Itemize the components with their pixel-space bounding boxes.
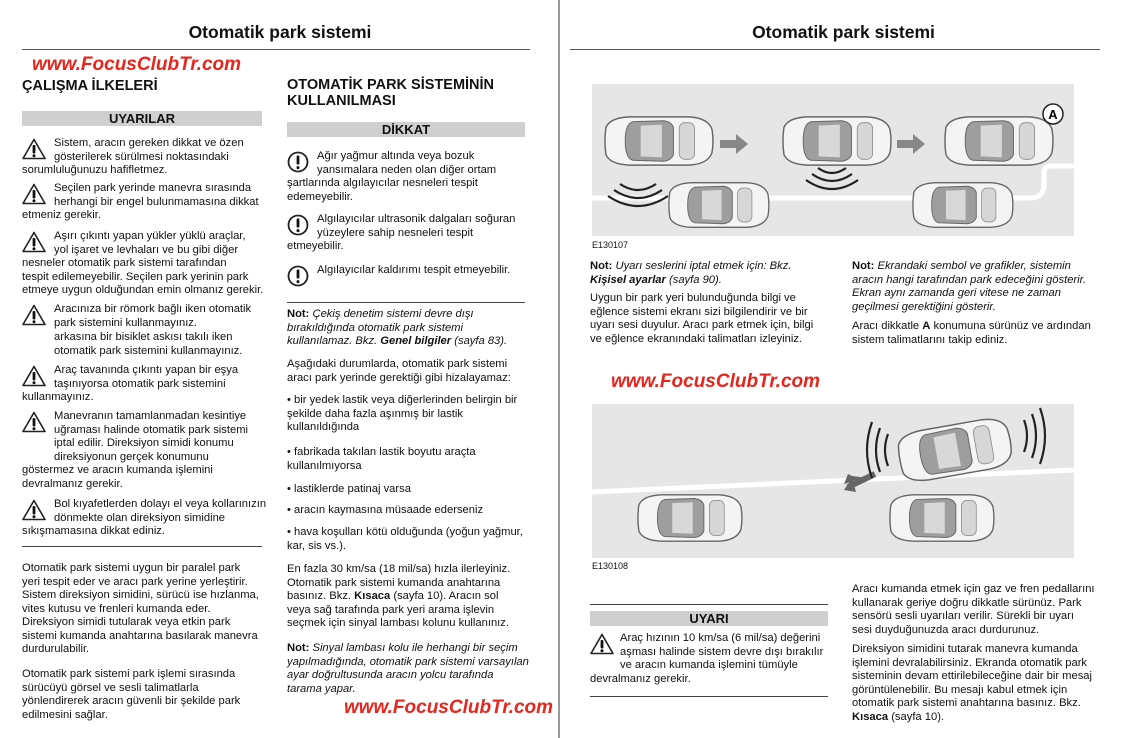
caution-item <box>287 150 537 204</box>
note-text: bırakıldığında otomatik park sistemi <box>287 321 463 334</box>
warning-text: taşınıyorsa otomatik park sistemini <box>54 377 226 390</box>
warning-text: herhangi bir engel bulunmamasına dikkat <box>54 195 259 208</box>
list-item <box>287 394 537 435</box>
watermark: www.FocusClubTr.com <box>611 371 821 392</box>
title-rule <box>570 49 1100 50</box>
warning-bar: UYARI <box>590 611 828 626</box>
warning-text: etmeniz gerekir. <box>22 209 101 221</box>
caution-bar: DİKKAT <box>287 122 525 137</box>
note-text: Ekran aynı zamanda geri vitese ne zaman <box>852 287 1061 299</box>
note-text: kullanılamaz. Bkz. <box>287 335 378 347</box>
warning-text: otomatik park sistemini kullanmayınız. <box>54 344 243 357</box>
note-text: ayar doğrultusunda aracın yolcu tarafında <box>287 669 494 681</box>
text-line: sistem talimatlarını takip ediniz. <box>852 333 1008 346</box>
note-label: Not: <box>590 260 613 272</box>
figure-reversing <box>592 404 1074 558</box>
text-line: Aracı dikkatle <box>852 320 920 332</box>
car-moving-1 <box>605 117 713 165</box>
list-item-text: şekilde daha fazla aşınmış bir lastik <box>287 407 463 420</box>
note-page-ref: (sayfa 90). <box>669 273 722 286</box>
page-title: Otomatik park sistemi <box>188 22 372 42</box>
paragraph-guidance <box>22 668 272 722</box>
caution-text: Ağır yağmur altında veya bozuk <box>317 150 475 162</box>
list-item <box>287 483 537 497</box>
cautions-end-rule <box>287 302 525 303</box>
link-personal-settings[interactable]: Kişisel ayarlar <box>590 273 666 286</box>
list-item-text: • aracın kaymasına müsaade ederseniz <box>287 504 484 516</box>
warning-item <box>22 137 272 178</box>
note-text: Çekiş denetim sistemi devre dışı <box>312 308 474 320</box>
parked-car-front <box>638 495 742 541</box>
warnings-end-rule <box>22 546 262 547</box>
text-line: uyarı sesi duyulur. Aracı park etmek için, bilgi <box>590 319 814 331</box>
warning-text: sıkışmamasına dikkat ediniz. <box>22 525 166 537</box>
section-heading-usage <box>287 77 537 109</box>
list-item <box>287 504 537 518</box>
link-kisaca[interactable]: Kısaca <box>852 710 889 723</box>
right-page <box>562 0 1125 738</box>
paragraph-speed <box>287 563 537 631</box>
list-item <box>287 446 537 473</box>
text-line: sistemi kumanda anahtarına basılarak manevra <box>22 629 258 642</box>
warning-icon <box>22 138 46 160</box>
text-line: eğlence sistemi ekranı sizi bilgilendirir ve bir <box>590 305 808 318</box>
warning-item <box>22 498 272 539</box>
figure-reversing-drawing <box>592 404 1074 558</box>
car-moving-2 <box>783 117 891 165</box>
note-display <box>852 260 1102 314</box>
warning-text: ve aracın kumanda işlemini tümüyle <box>620 659 798 671</box>
intro-line: aracı park yerinde gerektiği gibi hizalayamaz: <box>287 371 511 384</box>
caution-icon <box>287 214 309 236</box>
warning-text: Araç tavanında çıkıntı yapan bir eşya <box>54 364 239 376</box>
list-item-text: • hava koşulları kötü olduğunda (yoğun yağmur, <box>287 526 523 538</box>
warning-item <box>590 632 840 686</box>
warning-text: nesneler otomatik park sistemi tarafından <box>22 257 227 269</box>
warning-text: kullanmayınız. <box>22 391 94 403</box>
text-line: ve eğlence ekranındaki talimatları izleyiniz. <box>590 332 803 345</box>
warning-text: devralmanız gerekir. <box>22 477 123 490</box>
note-label: Not: <box>287 308 310 320</box>
warning-text: Bol kıyafetlerden dolayı el veya kollarınızın <box>54 498 267 510</box>
text-line: Direksiyon simidini tutarak manevra kumanda <box>852 643 1078 655</box>
section-heading-line: OTOMATİK PARK SİSTEMİNİN <box>287 77 495 93</box>
caution-item <box>287 213 537 254</box>
warning-text: göstermez ve aracın kumanda işlemini <box>22 464 213 476</box>
warning-item <box>22 182 272 223</box>
speed-line: veya sağ tarafında park yeri arama işlevin <box>287 603 495 616</box>
list-item-text: kullanıldığında <box>287 421 360 433</box>
text-line: Aracı kumanda etmek için gaz ve fren pedallarını <box>852 583 1095 595</box>
caution-text: etmeyebilir. <box>287 240 344 252</box>
warning-text: devralmanız gerekir. <box>590 672 691 685</box>
warning-end-rule <box>590 696 828 697</box>
warning-icon <box>22 304 46 326</box>
text-line: görüntülenebilir. Bu mesajı kabul etmek için <box>852 683 1068 696</box>
warning-text: uğraması halinde otomatik park sistemi <box>54 423 249 436</box>
paragraph-takeover <box>852 643 1107 724</box>
text-line: durdurulabilir. <box>22 643 90 655</box>
paragraph-found-space <box>590 292 830 346</box>
note-text: yapılmadığında, otomatik park sistemi varsayılan <box>287 655 529 668</box>
note-signal <box>287 642 537 696</box>
car-moving-3 <box>945 117 1053 165</box>
figure-label: E130108 <box>592 561 629 571</box>
warning-text: Seçilen park yerinde manevra sırasında <box>54 182 252 194</box>
paragraph-overview <box>22 562 272 657</box>
text-line: Uygun bir park yeri bulunduğunda bilgi ve <box>590 292 796 304</box>
note-text: Sinyal lambası kolu ile herhangi bir seçim <box>312 642 518 654</box>
text-line: Direksiyon simidi tutularak veya etkin park <box>22 616 231 628</box>
speed-line: En fazla 30 km/sa (18 mil/sa) hızla ilerleyiniz. <box>287 563 511 575</box>
note-traction <box>287 308 537 349</box>
watermark: www.FocusClubTr.com <box>32 54 242 75</box>
list-item-text: • lastiklerde patinaj varsa <box>287 483 411 495</box>
position-a: A <box>922 320 931 332</box>
caution-text: edemeyebilir. <box>287 190 353 203</box>
warning-text: yol işaret ve levhaları ve bu gibi diğer <box>54 243 239 256</box>
text-line: Otomatik park sistemi uygun bir paralel park <box>22 562 241 574</box>
section-heading-principles: ÇALIŞMA İLKELERİ <box>22 78 158 94</box>
list-item-text: kullanılmıyorsa <box>287 459 362 472</box>
note-text: aracın hangi tarafından park edeceğini gösterir. <box>852 273 1087 286</box>
note-text: Ekrandaki sembol ve grafikler, sistemin <box>877 260 1071 272</box>
section-heading-line: KULLANILMASI <box>287 93 396 109</box>
warnings-bar: UYARILAR <box>22 111 262 126</box>
note-text: Uyarı seslerini iptal etmek için: Bkz. <box>615 260 792 272</box>
left-page <box>0 0 560 738</box>
warning-icon <box>22 411 46 433</box>
text-line: kullanarak geriye doğru dikkatle sürünüz. Park <box>852 596 1082 609</box>
caution-text: Algılayıcılar ultrasonik dalgaları soğuran <box>317 213 516 225</box>
warning-top-rule <box>590 604 828 605</box>
warning-text: aşması halinde sistem devre dışı bırakılır <box>620 645 824 658</box>
speed-line: basınız. Bkz. <box>287 590 352 602</box>
intro-line: Aşağıdaki durumlarda, otomatik park sistemi <box>287 358 508 370</box>
page-ref: (sayfa 10). <box>891 710 945 723</box>
caution-item <box>287 264 537 278</box>
text-line: edilmesini sağlar. <box>22 708 108 721</box>
warning-icon <box>22 365 46 387</box>
warning-text: dönmekte olan direksiyon simidine <box>54 511 226 524</box>
warning-text: Aşırı çıkıntı yapan yükler yüklü araçlar, <box>54 230 246 242</box>
text-line: yönlendirerek aracın güvenli bir şekilde park <box>22 695 241 707</box>
warning-item <box>22 410 272 491</box>
parked-car-2 <box>913 183 1013 228</box>
warning-text: Araç hızının 10 km/sa (6 mil/sa) değerini <box>620 632 821 644</box>
note-label: Not: <box>852 260 875 272</box>
note-page-ref: (sayfa 83). <box>454 335 508 347</box>
list-item <box>287 526 537 553</box>
text-line: Otomatik park sistemi park işlemi sırasında <box>22 668 236 680</box>
warning-text: Aracınıza bir römork bağlı iken otomatik <box>54 303 252 315</box>
speed-line: (sayfa 10). Aracın sol <box>393 590 499 602</box>
note-link-general-info[interactable]: Genel bilgiler <box>380 335 452 347</box>
warning-item <box>22 364 272 405</box>
caution-text: Algılayıcılar kaldırımı tespit etmeyebilir. <box>317 264 511 276</box>
figure-parking-search <box>592 84 1074 236</box>
warning-text: tespit edilemeyebilir. Seçilen park yerinin park <box>22 270 249 283</box>
paragraph-reverse <box>852 583 1107 637</box>
text-line: konumuna sürünüz ve ardından <box>933 320 1091 332</box>
note-text: tarama yapar. <box>287 682 356 695</box>
warning-text: park sistemini kullanmayınız. <box>54 316 198 329</box>
warning-item <box>22 230 272 298</box>
text-line: Sistem direksiyon simidini, sürücü ise hızlanma, <box>22 589 259 601</box>
warning-icon <box>22 183 46 205</box>
warning-text: etmeye uygun olduğundan emin olmanız gerekir. <box>22 284 264 296</box>
warning-item <box>22 331 272 358</box>
text-line: sisteminin devam ettirilebileceğine dair bir mesaj <box>852 670 1093 682</box>
list-item-text: • fabrikada takılan lastik boyutu araçta <box>287 446 476 458</box>
title-rule <box>22 49 530 50</box>
warning-icon <box>22 231 46 253</box>
list-item-text: kar, sis vs.). <box>287 539 347 552</box>
warning-text: iptal edilir. Direksiyon simidi konumu <box>54 437 234 449</box>
list-item-text: • bir yedek lastik veya diğerlerinden belirgin bir <box>287 394 518 406</box>
warning-text: Sistem, aracın gereken dikkat ve özen <box>54 137 244 149</box>
note-mute <box>590 260 830 287</box>
paragraph-intro <box>287 358 537 385</box>
warning-text: Manevranın tamamlanmadan kesintiye <box>54 410 247 422</box>
text-line: sensörü sesli uyarıları verilir. Sürekli bir uyarı <box>852 610 1074 622</box>
text-line: otomatik park sistemi anahtarına basınız. Bkz. <box>852 697 1081 709</box>
caution-text: yüzeylere sahip nesneleri tespit <box>317 226 474 239</box>
watermark: www.FocusClubTr.com <box>344 697 554 718</box>
warning-text: direksiyonun gerçek konumunu <box>54 450 209 463</box>
text-line: sürücüyü görsel ve sesli talimatlarla <box>22 681 199 694</box>
parked-car-1 <box>669 183 769 228</box>
warning-icon <box>22 499 46 521</box>
caution-text: yansımalara neden olan diğer ortam <box>317 163 497 176</box>
warning-item <box>22 303 272 330</box>
paragraph-drive-to-a <box>852 320 1102 347</box>
text-line: yeri tespit eder ve aracı park yerine yerleştirir. <box>22 575 248 588</box>
warning-icon <box>590 633 614 655</box>
text-line: sesi duyduğunuzda aracı durdurunuz. <box>852 623 1040 636</box>
note-label: Not: <box>287 642 310 654</box>
figure-label: E130107 <box>592 240 629 250</box>
text-line: vites kutusu ve frenleri kumanda eder. <box>22 602 211 615</box>
caution-icon <box>287 265 309 287</box>
warning-text: sorumluluğunuzu hafifletmez. <box>22 164 168 176</box>
text-line: işlemini devralabilirsiniz. Ekranda otomatik park <box>852 656 1088 669</box>
caution-text: şartlarında algılayıcılar nesneleri tespit <box>287 177 478 189</box>
page-title: Otomatik park sistemi <box>752 22 935 42</box>
warning-text: gösterilerek sürülmesi noktasındaki <box>54 150 229 163</box>
callout-a: A <box>1048 107 1058 122</box>
figure-parking-search-drawing <box>592 84 1074 236</box>
caution-icon <box>287 151 309 173</box>
warning-text: arkasına bir bisiklet askısı takılı iken <box>54 331 233 343</box>
note-text: geçilmesi gerektiğini gösterir. <box>852 300 996 313</box>
speed-line: seçmek için sinyal lambası kolunu kullanınız. <box>287 617 509 629</box>
speed-line: Otomatik park sistemi kumanda anahtarına <box>287 576 501 589</box>
link-kisaca[interactable]: Kısaca <box>354 590 391 602</box>
parked-car-rear <box>890 495 994 541</box>
